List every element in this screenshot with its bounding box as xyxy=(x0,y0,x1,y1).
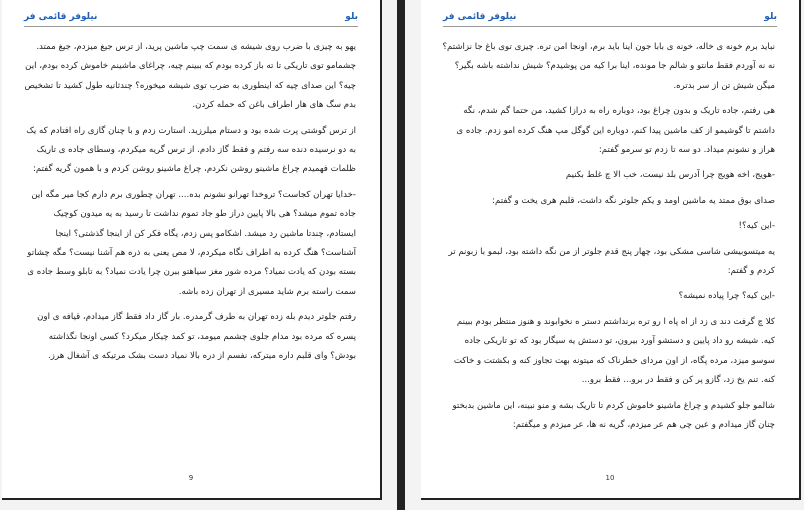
page-number: 10 xyxy=(605,474,615,482)
paragraph: رفتم جلوتر دیدم بله زده تهران به طرف گرمدره. بار گاز داد فقط گاز میدادم، قیافه ی اون پسره که مرده بود مدام جلوی چشمم میومد، تو کمد چیکار میکرد؟ کسی اونجا نگذاشته بودش؟ وای قلبم داره میترکه، نفسم از دره بالا نمیاد دست بشک مرتیکه ی آشغال هرز. xyxy=(37,312,356,362)
paragraph: نباید برم خونه ی خاله، خونه ی بابا جون اینا باید برم، اونجا امن تره. چیزی توی باغ جا نزاشتم؟ نه نه آوردم فقط مانتو و شالم جا مونده، اینا برا کیه من پوشیدم؟ شیش نداشته باشه بگیر؟ میگن شیش تن از سر بدتره. xyxy=(442,42,775,91)
paragraph: یهو به چیزی با ضرب روی شیشه ی سمت چپ ماشین پرید، از ترس جیغ میزدم، جیغ ممتد. چشمامو توی تاریکی تا ته باز کرده بودم که ببینم چیه، چراغای ماشینم خاموش کرده بودم، این چیه؟ این صدای چیه که اینطوری به ضرب توی شیشه میخوره؟ چندثانیه طول کشید تا تشخیص بدم سگ های هار اطراف باغن که حمله کردن. xyxy=(24,42,356,111)
paragraph: کلا چ گرفت دند ی زد از اه پاه ا رو تره برنداشتم دستر ه نخوابوند و هنوز منتظر بودم ببینم کیه. شیشه رو داد پایین و دستشو آورد بیرون، تو دستش یه سیگار بود که تو تاریکی جاده سوسو میزد، مرده پگاه، از اون مردای خطرناک که میتونه بهت تجاوز کنه و بکشتت و خاکت کنه. تنم یخ زد، گازو پر کن و فقط در برو... فقط برو... xyxy=(453,316,775,386)
page-body xyxy=(22,38,356,373)
paragraph: -خدایا تهران کجاست؟ تروخدا تهرانو نشونم بده.... تهران چطوری برم دارم کجا میر مگه این جاده تموم میشد؟ هی بالا پایین دراز طو جاد تموم نداشت تا رسید به یه میدون کوچیک ایستادم، چندتا ماشین رد میشد. اشکامو پس زدم، یگاه فکر کن از اینجا گذشتی؟ اینجا آشناست؟ هنگ کرده به اطراف نگاه میکردم، لا مص یعنی به ذره هم آشنا نیست؟ مگه چشاتو بسته بودن که یادت نمیاد؟ مرده شور مغز سیاهتو ببرن چرا یادت نمیاد؟ به تابلو وسط جاده ی سمت راسته برم شاید مسیری از تهران زده باشه. xyxy=(27,189,356,297)
page-gutter xyxy=(397,0,405,510)
paragraph: یه میتسوبیشی شاسی مشکی بود، چهار پنج قدم جلوتر از من نگه داشته بود، لبمو با زبونم تر کردم و گفتم: xyxy=(448,246,775,277)
paragraph: -این کیه؟! xyxy=(738,221,775,232)
page-10 xyxy=(421,0,801,500)
page-header xyxy=(443,12,777,27)
page-9 xyxy=(2,0,382,500)
page-header xyxy=(24,12,358,27)
author-name: نیلوفر قائمی فر xyxy=(443,12,517,22)
paragraph: -این کیه؟ چرا پیاده نمیشه؟ xyxy=(678,291,775,302)
page-number: 9 xyxy=(188,474,194,482)
paragraph: -هویج، اخه هویج چرا آدرس بلد نیست، خب الا چ غلط بکنیم xyxy=(565,170,775,181)
author-name: نیلوفر قائمی فر xyxy=(24,12,98,22)
paragraph: از ترس گوشتی پرت شده بود و دستام میلرزید. استارت زدم و با چنان گازی راه افتادم که یک به دو نرسیده دنده سه رفتم و فقط گاز دادم. از ترس گریه میکردم، وسطای جاده ی تاریک ظلمات فهمیدم چراغ ماشینو روشن نکردم، چراغ ماشینو روشن کردم و با همون گریه گفتم: xyxy=(26,125,356,175)
book-title: بلو xyxy=(345,12,358,22)
book-title: بلو xyxy=(764,12,777,22)
paragraph: هی رفتم، جاده تاریک و بدون چراغ بود، دوباره راه به درازا کشید، من حتما گم شدم، نگه داشتم تا گوشیمو از کف ماشین پیدا کنم، دوباره این گوگل مپ هنگ کرده امو زدم. جاده ی هراز و نشونم میداد. دو سه تا زدم تو سرمو گفتم: xyxy=(456,106,775,156)
paragraph: صدای بوق ممتد یه ماشین اومد و یکم جلوتر نگه داشت، قلبم هری یخت و گفتم: xyxy=(492,195,775,206)
paragraph: شالمو جلو کشیدم و چراغ ماشینو خاموش کردم تا تاریک بشه و منو نبینه، این ماشین بدبختو چنان گاز میدادم و عین چی هم عر میزدم، گریه نه ها، عر میزدم و میگفتم: xyxy=(452,400,775,430)
page-body xyxy=(441,38,775,441)
